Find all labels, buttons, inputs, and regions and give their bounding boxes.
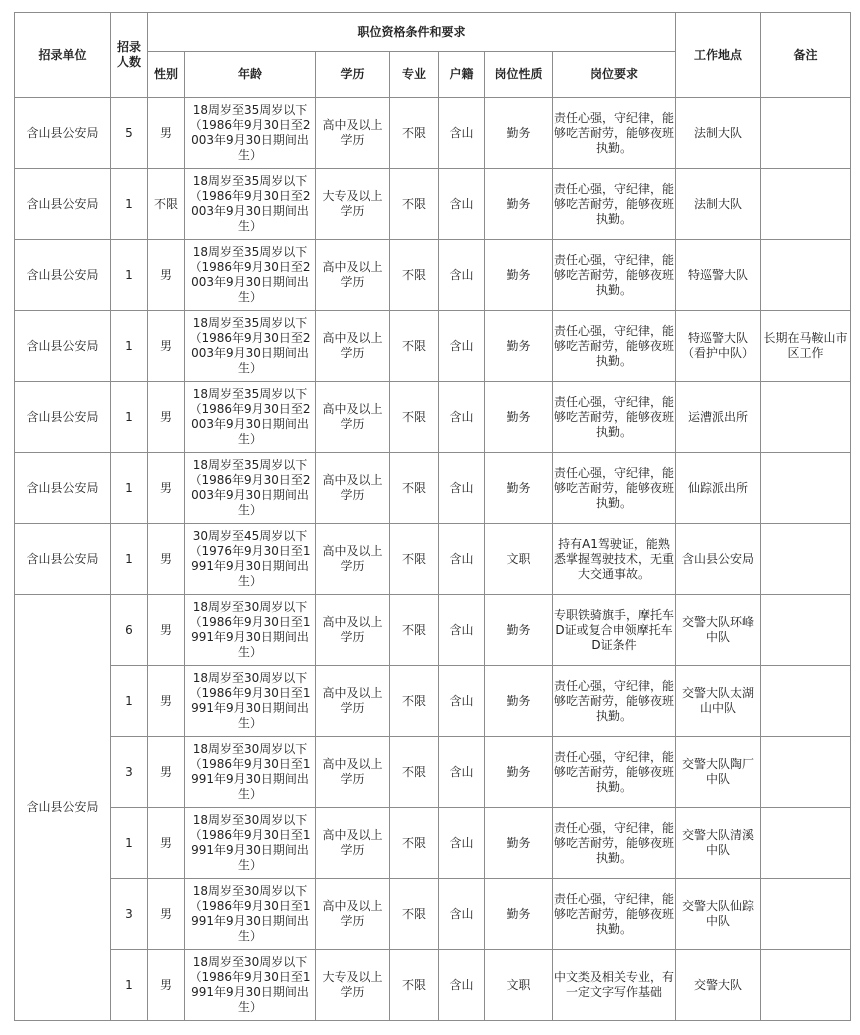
cell-hukou: 含山 [439, 311, 485, 382]
cell-gender: 男 [148, 595, 185, 666]
cell-nature: 勤务 [485, 98, 553, 169]
cell-location: 交警大队仙踪中队 [676, 879, 761, 950]
cell-count: 1 [111, 453, 148, 524]
cell-count: 1 [111, 808, 148, 879]
cell-hukou: 含山 [439, 950, 485, 1021]
cell-age: 18周岁至30周岁以下（1986年9月30日至1991年9月30日期间出生） [185, 950, 316, 1021]
cell-location: 交警大队 [676, 950, 761, 1021]
cell-requirement: 中文类及相关专业，有一定文字写作基础 [553, 950, 676, 1021]
cell-remark [761, 737, 851, 808]
cell-unit: 含山县公安局 [15, 311, 111, 382]
cell-nature: 文职 [485, 950, 553, 1021]
cell-remark [761, 666, 851, 737]
cell-age: 18周岁至35周岁以下（1986年9月30日至2003年9月30日期间出生） [185, 311, 316, 382]
cell-education: 高中及以上学历 [316, 240, 390, 311]
cell-location: 仙踪派出所 [676, 453, 761, 524]
cell-gender: 男 [148, 879, 185, 950]
cell-nature: 勤务 [485, 382, 553, 453]
cell-count: 1 [111, 240, 148, 311]
cell-major: 不限 [390, 453, 439, 524]
cell-age: 18周岁至35周岁以下（1986年9月30日至2003年9月30日期间出生） [185, 453, 316, 524]
header-location: 工作地点 [676, 13, 761, 98]
cell-remark [761, 382, 851, 453]
cell-education: 高中及以上学历 [316, 737, 390, 808]
cell-education: 高中及以上学历 [316, 595, 390, 666]
table-row [15, 595, 851, 666]
header-age: 年龄 [185, 52, 316, 98]
cell-count: 3 [111, 879, 148, 950]
cell-nature: 文职 [485, 524, 553, 595]
cell-education: 高中及以上学历 [316, 879, 390, 950]
cell-location: 运漕派出所 [676, 382, 761, 453]
cell-location: 交警大队清溪中队 [676, 808, 761, 879]
cell-education: 高中及以上学历 [316, 453, 390, 524]
cell-hukou: 含山 [439, 666, 485, 737]
table-row [15, 666, 851, 737]
cell-major: 不限 [390, 666, 439, 737]
cell-requirement: 责任心强，守纪律，能够吃苦耐劳，能够夜班执勤。 [553, 169, 676, 240]
cell-nature: 勤务 [485, 595, 553, 666]
cell-location: 交警大队太湖山中队 [676, 666, 761, 737]
table-row [15, 808, 851, 879]
cell-hukou: 含山 [439, 879, 485, 950]
cell-count: 1 [111, 169, 148, 240]
cell-requirement: 责任心强，守纪律，能够吃苦耐劳，能够夜班执勤。 [553, 808, 676, 879]
cell-nature: 勤务 [485, 737, 553, 808]
table-row [15, 382, 851, 453]
cell-nature: 勤务 [485, 666, 553, 737]
cell-requirement: 持有A1驾驶证，能熟悉掌握驾驶技术，无重大交通事故。 [553, 524, 676, 595]
cell-remark [761, 950, 851, 1021]
cell-count: 1 [111, 950, 148, 1021]
cell-gender: 男 [148, 98, 185, 169]
cell-hukou: 含山 [439, 169, 485, 240]
cell-gender: 不限 [148, 169, 185, 240]
cell-remark [761, 98, 851, 169]
cell-requirement: 责任心强，守纪律，能够吃苦耐劳，能够夜班执勤。 [553, 98, 676, 169]
cell-remark [761, 879, 851, 950]
cell-unit-merged: 含山县公安局 [15, 595, 111, 1021]
cell-location: 法制大队 [676, 98, 761, 169]
cell-count: 1 [111, 311, 148, 382]
table-body [15, 98, 851, 1021]
cell-unit: 含山县公安局 [15, 524, 111, 595]
header-remark: 备注 [761, 13, 851, 98]
cell-gender: 男 [148, 950, 185, 1021]
cell-major: 不限 [390, 98, 439, 169]
table-row [15, 98, 851, 169]
cell-remark [761, 240, 851, 311]
cell-unit: 含山县公安局 [15, 98, 111, 169]
cell-education: 高中及以上学历 [316, 98, 390, 169]
table-row [15, 524, 851, 595]
cell-hukou: 含山 [439, 453, 485, 524]
recruitment-table-container [14, 12, 851, 1021]
cell-major: 不限 [390, 950, 439, 1021]
cell-count: 1 [111, 666, 148, 737]
cell-hukou: 含山 [439, 240, 485, 311]
table-row [15, 311, 851, 382]
cell-unit: 含山县公安局 [15, 382, 111, 453]
cell-unit: 含山县公安局 [15, 453, 111, 524]
header-qualification-group: 职位资格条件和要求 [148, 13, 676, 52]
cell-education: 高中及以上学历 [316, 808, 390, 879]
cell-remark [761, 524, 851, 595]
cell-count: 3 [111, 737, 148, 808]
cell-age: 18周岁至30周岁以下（1986年9月30日至1991年9月30日期间出生） [185, 808, 316, 879]
cell-nature: 勤务 [485, 808, 553, 879]
cell-gender: 男 [148, 240, 185, 311]
cell-education: 高中及以上学历 [316, 666, 390, 737]
cell-requirement: 责任心强，守纪律，能够吃苦耐劳，能够夜班执勤。 [553, 666, 676, 737]
header-hukou: 户籍 [439, 52, 485, 98]
cell-major: 不限 [390, 169, 439, 240]
cell-major: 不限 [390, 311, 439, 382]
cell-unit: 含山县公安局 [15, 169, 111, 240]
cell-remark [761, 808, 851, 879]
cell-major: 不限 [390, 240, 439, 311]
table-row [15, 240, 851, 311]
cell-education: 高中及以上学历 [316, 311, 390, 382]
cell-gender: 男 [148, 453, 185, 524]
cell-gender: 男 [148, 737, 185, 808]
cell-remark [761, 453, 851, 524]
header-requirement: 岗位要求 [553, 52, 676, 98]
cell-major: 不限 [390, 879, 439, 950]
header-education: 学历 [316, 52, 390, 98]
table-row [15, 737, 851, 808]
cell-location: 含山县公安局 [676, 524, 761, 595]
cell-remark: 长期在马鞍山市区工作 [761, 311, 851, 382]
cell-education: 大专及以上学历 [316, 169, 390, 240]
cell-major: 不限 [390, 382, 439, 453]
table-row [15, 879, 851, 950]
cell-major: 不限 [390, 737, 439, 808]
cell-location: 特巡警大队（看护中队） [676, 311, 761, 382]
cell-hukou: 含山 [439, 382, 485, 453]
cell-major: 不限 [390, 808, 439, 879]
cell-requirement: 责任心强，守纪律，能够吃苦耐劳，能够夜班执勤。 [553, 737, 676, 808]
cell-age: 18周岁至30周岁以下（1986年9月30日至1991年9月30日期间出生） [185, 737, 316, 808]
cell-nature: 勤务 [485, 169, 553, 240]
table-row [15, 453, 851, 524]
header-gender: 性别 [148, 52, 185, 98]
cell-requirement: 责任心强，守纪律，能够吃苦耐劳，能够夜班执勤。 [553, 453, 676, 524]
cell-gender: 男 [148, 382, 185, 453]
cell-hukou: 含山 [439, 98, 485, 169]
cell-major: 不限 [390, 524, 439, 595]
cell-gender: 男 [148, 311, 185, 382]
cell-gender: 男 [148, 808, 185, 879]
cell-age: 18周岁至35周岁以下（1986年9月30日至2003年9月30日期间出生） [185, 240, 316, 311]
cell-hukou: 含山 [439, 808, 485, 879]
header-nature: 岗位性质 [485, 52, 553, 98]
header-count: 招录人数 [111, 13, 148, 98]
cell-nature: 勤务 [485, 311, 553, 382]
cell-requirement: 责任心强，守纪律，能够吃苦耐劳，能够夜班执勤。 [553, 311, 676, 382]
cell-age: 18周岁至30周岁以下（1986年9月30日至1991年9月30日期间出生） [185, 879, 316, 950]
cell-age: 18周岁至30周岁以下（1986年9月30日至1991年9月30日期间出生） [185, 595, 316, 666]
cell-education: 高中及以上学历 [316, 524, 390, 595]
cell-age: 30周岁至45周岁以下（1976年9月30日至1991年9月30日期间出生） [185, 524, 316, 595]
header-row-top [15, 13, 851, 52]
cell-hukou: 含山 [439, 595, 485, 666]
cell-age: 18周岁至35周岁以下（1986年9月30日至2003年9月30日期间出生） [185, 169, 316, 240]
header-major: 专业 [390, 52, 439, 98]
cell-nature: 勤务 [485, 453, 553, 524]
table-row [15, 169, 851, 240]
cell-gender: 男 [148, 524, 185, 595]
cell-count: 6 [111, 595, 148, 666]
cell-gender: 男 [148, 666, 185, 737]
cell-requirement: 责任心强，守纪律，能够吃苦耐劳，能够夜班执勤。 [553, 240, 676, 311]
cell-location: 交警大队陶厂中队 [676, 737, 761, 808]
cell-nature: 勤务 [485, 240, 553, 311]
cell-requirement: 责任心强，守纪律，能够吃苦耐劳，能够夜班执勤。 [553, 382, 676, 453]
header-unit: 招录单位 [15, 13, 111, 98]
cell-age: 18周岁至35周岁以下（1986年9月30日至2003年9月30日期间出生） [185, 382, 316, 453]
cell-remark [761, 595, 851, 666]
cell-education: 高中及以上学历 [316, 382, 390, 453]
cell-requirement: 责任心强，守纪律，能够吃苦耐劳，能够夜班执勤。 [553, 879, 676, 950]
cell-nature: 勤务 [485, 879, 553, 950]
cell-requirement: 专职铁骑旗手，摩托车D证或复合申领摩托车D证条件 [553, 595, 676, 666]
cell-count: 1 [111, 382, 148, 453]
cell-education: 大专及以上学历 [316, 950, 390, 1021]
recruitment-table [14, 12, 851, 1021]
cell-location: 法制大队 [676, 169, 761, 240]
cell-age: 18周岁至35周岁以下（1986年9月30日至2003年9月30日期间出生） [185, 98, 316, 169]
cell-hukou: 含山 [439, 737, 485, 808]
cell-count: 1 [111, 524, 148, 595]
cell-location: 交警大队环峰中队 [676, 595, 761, 666]
cell-age: 18周岁至30周岁以下（1986年9月30日至1991年9月30日期间出生） [185, 666, 316, 737]
cell-remark [761, 169, 851, 240]
cell-major: 不限 [390, 595, 439, 666]
table-row [15, 950, 851, 1021]
cell-count: 5 [111, 98, 148, 169]
cell-hukou: 含山 [439, 524, 485, 595]
cell-unit: 含山县公安局 [15, 240, 111, 311]
cell-location: 特巡警大队 [676, 240, 761, 311]
